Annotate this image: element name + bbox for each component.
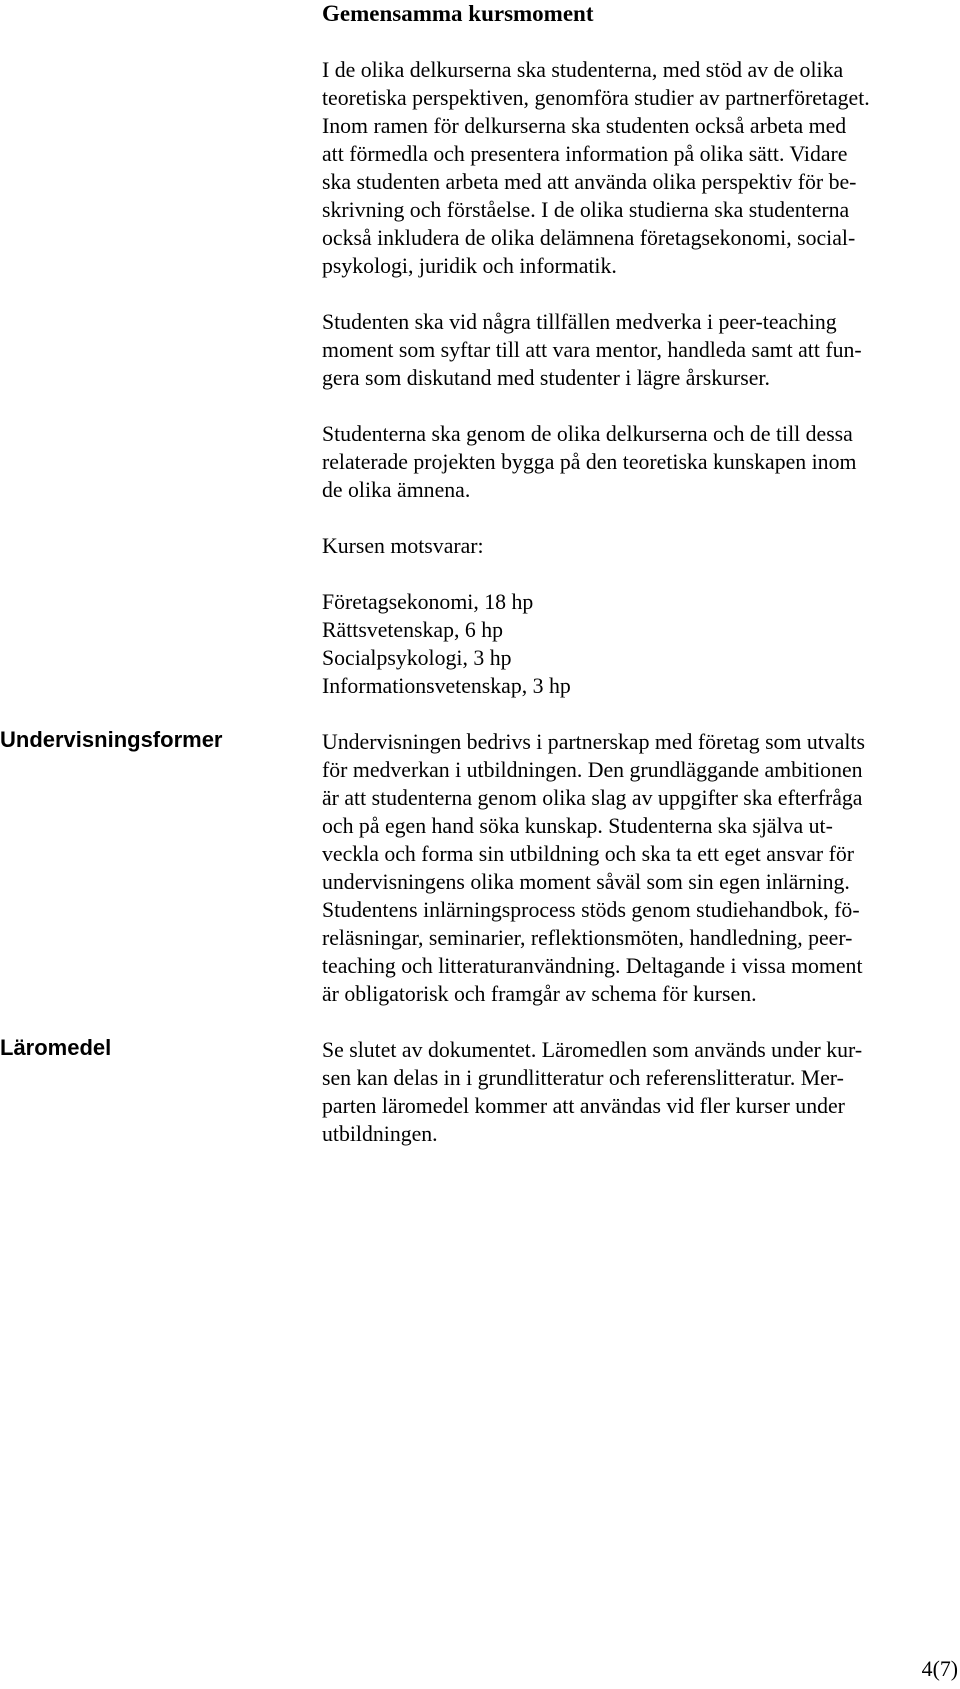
paragraph-line: moment som syftar till att vara mentor, handleda samt att fun- bbox=[322, 338, 862, 362]
paragraph-line: Studenten ska vid några tillfällen medverka i peer-teaching bbox=[322, 310, 837, 334]
course-materials-label: Läromedel bbox=[0, 1035, 112, 1060]
teaching-forms-label: Undervisningsformer bbox=[0, 727, 223, 752]
paragraph-line: Undervisningen bedrivs i partnerskap med företag som utvalts bbox=[322, 730, 865, 754]
paragraph-line: reläsningar, seminarier, reflektionsmöten, handledning, peer- bbox=[322, 926, 853, 950]
paragraph-line: ska studenten arbeta med att använda olika perspektiv för be- bbox=[322, 170, 857, 194]
page-number: 4(7) bbox=[921, 1657, 958, 1681]
paragraph-line: är att studenterna genom olika slag av uppgifter ska efterfråga bbox=[322, 786, 863, 810]
subject-item: Företagsekonomi, 18 hp bbox=[322, 590, 534, 614]
paragraph-line: I de olika delkurserna ska studenterna, med stöd av de olika bbox=[322, 58, 844, 82]
paragraph-line: skrivning och förståelse. I de olika studierna ska studenterna bbox=[322, 198, 850, 222]
section-heading: Gemensamma kursmoment bbox=[322, 1, 594, 26]
paragraph-line: teoretiska perspektiven, genomföra studier av partnerföretaget. bbox=[322, 86, 870, 110]
paragraph-line: undervisningens olika moment såväl som sin egen inlärning. bbox=[322, 870, 850, 894]
paragraph-line: teaching och litteraturanvändning. Deltagande i vissa moment bbox=[322, 954, 863, 978]
paragraph-line: Se slutet av dokumentet. Läromedlen som används under kur- bbox=[322, 1038, 863, 1062]
paragraph-line: gera som diskutand med studenter i lägre årskurser. bbox=[322, 366, 770, 390]
subject-item: Rättsvetenskap, 6 hp bbox=[322, 618, 504, 642]
paragraph-line: relaterade projekten bygga på den teoretiska kunskapen inom bbox=[322, 450, 857, 474]
equivalence-intro: Kursen motsvarar: bbox=[322, 534, 484, 558]
paragraph-line: utbildningen. bbox=[322, 1122, 438, 1146]
paragraph-line: för medverkan i utbildningen. Den grundläggande ambitionen bbox=[322, 758, 863, 782]
paragraph-line: är obligatorisk och framgår av schema för kursen. bbox=[322, 982, 757, 1006]
paragraph-line: också inkludera de olika delämnena företagsekonomi, social- bbox=[322, 226, 856, 250]
paragraph-line: psykologi, juridik och informatik. bbox=[322, 254, 617, 278]
paragraph-line: veckla och forma sin utbildning och ska ta ett eget ansvar för bbox=[322, 842, 855, 866]
paragraph-line: och på egen hand söka kunskap. Studenterna ska själva ut- bbox=[322, 814, 833, 838]
paragraph-line: Studenterna ska genom de olika delkurserna och de till dessa bbox=[322, 422, 853, 446]
paragraph-line: de olika ämnena. bbox=[322, 478, 471, 502]
paragraph-line: Inom ramen för delkurserna ska studenten också arbeta med bbox=[322, 114, 847, 138]
paragraph-line: sen kan delas in i grundlitteratur och referenslitteratur. Mer- bbox=[322, 1066, 844, 1090]
subject-item: Informationsvetenskap, 3 hp bbox=[322, 674, 571, 698]
paragraph-line: parten läromedel kommer att användas vid fler kurser under bbox=[322, 1094, 845, 1118]
subject-item: Socialpsykologi, 3 hp bbox=[322, 646, 512, 670]
paragraph-line: att förmedla och presentera information på olika sätt. Vidare bbox=[322, 142, 848, 166]
paragraph-line: Studentens inlärningsprocess stöds genom studiehandbok, fö- bbox=[322, 898, 860, 922]
